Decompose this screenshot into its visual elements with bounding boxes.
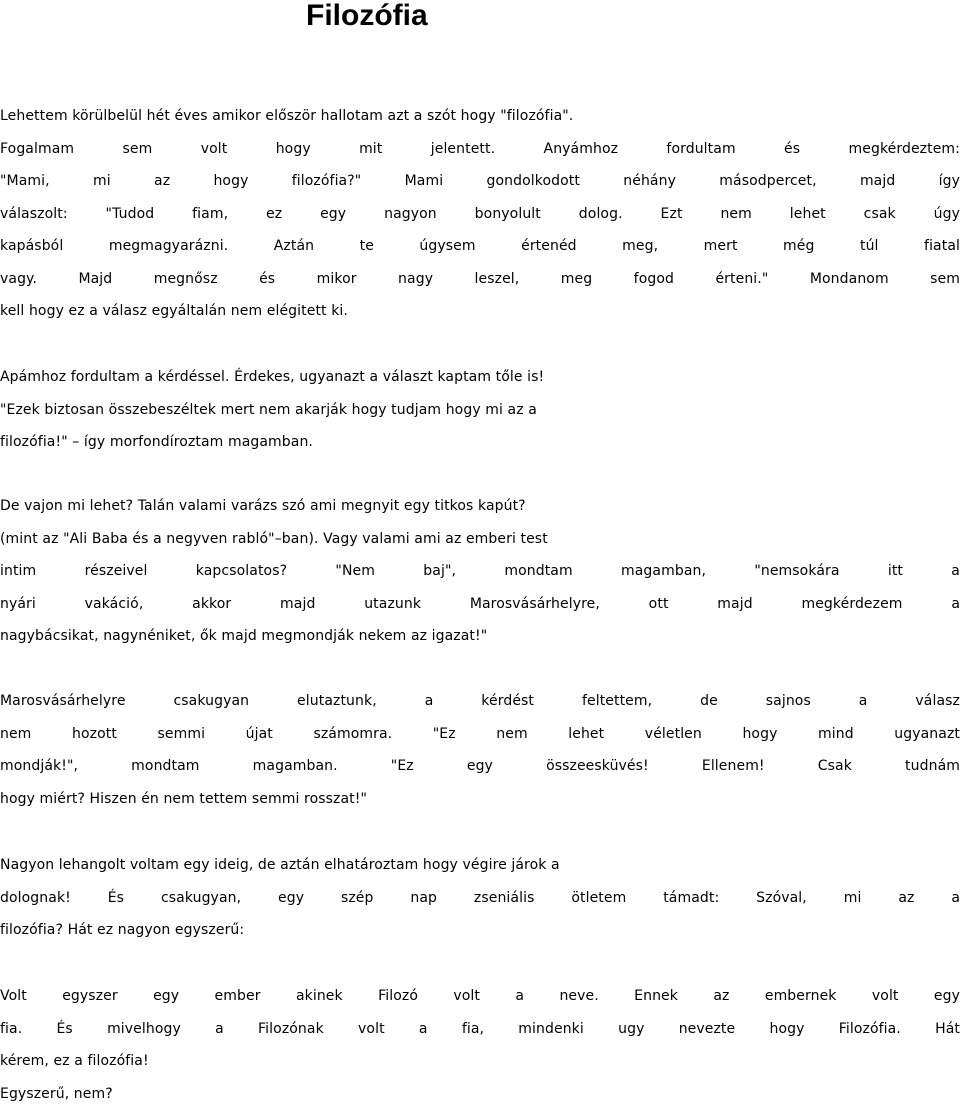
text-line: Marosvásárhelyre csakugyan elutaztunk, a kérdést feltettem, de sajnos a válasz [0, 693, 960, 709]
text-line: Egyszerű, nem? [0, 1085, 113, 1102]
text-line: Fogalmam sem volt hogy mit jelentett. Anyámhoz fordultam és megkérdeztem: [0, 140, 960, 157]
text-line: (mint az "Ali Baba és a negyven rabló"–ban). Vagy valami ami az emberi test [0, 530, 548, 547]
text-line: kell hogy ez a válasz egyáltalán nem elégitett ki. [0, 303, 348, 319]
text-line: filozófia!" – így morfondíroztam magamban. [0, 434, 313, 450]
paragraph-3 [0, 490, 960, 653]
text-line: dolognak! És csakugyan, egy szép nap zseniális ötletem támadt: Szóval, mi az a [0, 889, 960, 906]
text-line: "Mami, mi az hogy filozófia?" Mami gondolkodott néhány másodpercet, majd így [0, 173, 960, 189]
text-line: fia. És mivelhogy a Filozónak volt a fia, mindenki ugy nevezte hogy Filozófia. Hát [0, 1020, 960, 1037]
text-line: hogy miért? Hiszen én nem tettem semmi rosszat!" [0, 790, 368, 807]
page-title: Filozófia [306, 0, 428, 32]
text-line: nyári vakáció, akkor majd utazunk Marosvásárhelyre, ott majd megkérdezem a [0, 595, 960, 612]
text-line: "Ezek biztosan összebeszéltek mert nem akarják hogy tudjam hogy mi az a [0, 401, 537, 418]
text-line: Lehettem körülbelül hét éves amikor először hallotam azt a szót hogy "filozófia". [0, 108, 574, 124]
text-line: Volt egyszer egy ember akinek Filozó volt a neve. Ennek az embernek volt egy [0, 988, 960, 1004]
text-line: válaszolt: "Tudod fiam, ez egy nagyon bonyolult dolog. Ezt nem lehet csak úgy [0, 205, 960, 222]
text-line: filozófia? Hát ez nagyon egyszerű: [0, 922, 245, 938]
text-line: Nagyon lehangolt voltam egy ideig, de aztán elhatároztam hogy végire járok a [0, 857, 560, 873]
paragraph-5 [0, 849, 960, 947]
paragraph-4 [0, 685, 960, 815]
text-line: kapásból megmagyarázni. Aztán te úgysem értenéd meg, mert még túl fiatal [0, 238, 960, 254]
text-line: kérem, ez a filozófia! [0, 1053, 149, 1069]
text-line: intim részeivel kapcsolatos? "Nem baj", mondtam magamban, "nemsokára itt a [0, 563, 960, 579]
paragraph-6 [0, 980, 960, 1110]
paragraph-1 [0, 100, 960, 328]
text-line: nagybácsikat, nagynéniket, ők majd megmondják nekem az igazat!" [0, 628, 488, 644]
paragraph-2 [0, 361, 960, 459]
text-line: Apámhoz fordultam a kérdéssel. Érdekes, ugyanazt a választ kaptam tőle is! [0, 369, 545, 385]
text-line: mondják!", mondtam magamban. "Ez egy összeesküvés! Ellenem! Csak tudnám [0, 758, 960, 774]
text-line: nem hozott semmi újat számomra. "Ez nem lehet véletlen hogy mind ugyanazt [0, 725, 960, 742]
text-line: De vajon mi lehet? Talán valami varázs szó ami megnyit egy titkos kapút? [0, 498, 526, 514]
text-line: vagy. Majd megnősz és mikor nagy leszel, meg fogod érteni." Mondanom sem [0, 270, 960, 287]
